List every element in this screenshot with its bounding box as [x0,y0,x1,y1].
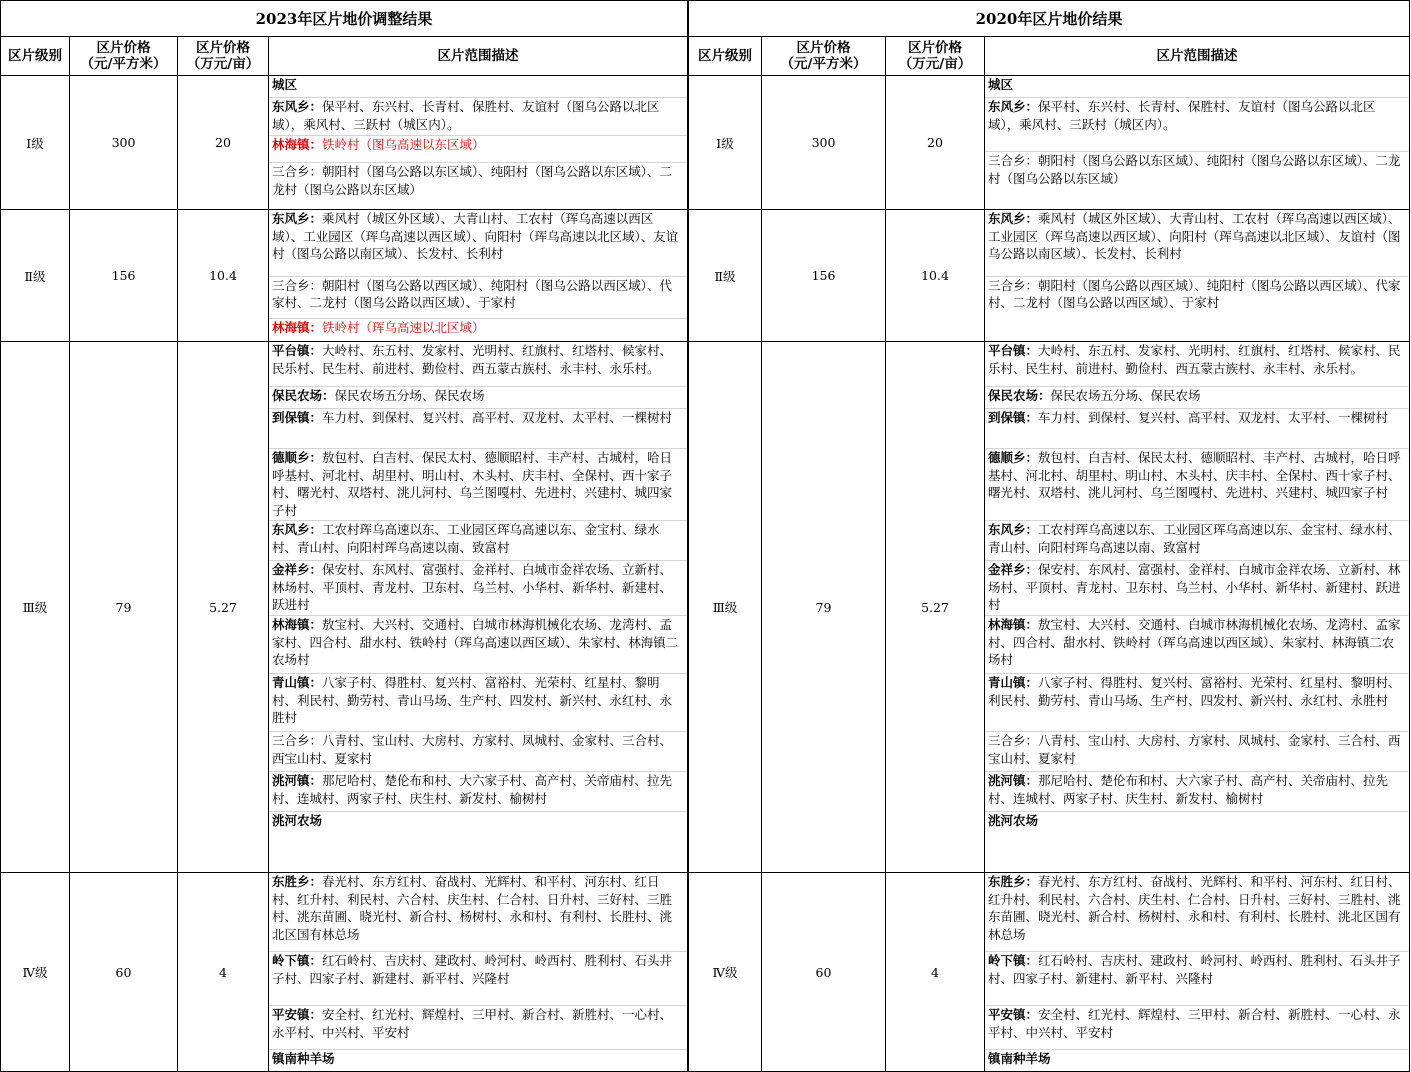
entry-villages: 安全村、红光村、辉煌村、三甲村、新合村、新胜村、一心村、永平村、中兴村、平安村 [988,1007,1401,1040]
table-2023 [0,0,688,1072]
entry-villages: 那尼哈村、楚伦布和村、大六家子村、高产村、关帝庙村、拉先村、连城村、两家子村、庆生村、新发村、榆树村 [988,773,1389,806]
entry-township: 平安镇： [988,1007,1039,1022]
description-entry [985,772,1409,812]
range-description [269,342,687,872]
level-row [0,873,688,1072]
description-entry [985,277,1409,342]
entry-villages: 保平村、东兴村、长青村、保胜村、友谊村（图乌公路以北区域），乘风村、三跃村（城区内）。 [272,99,660,132]
entry-villages: 保安村、东风村、富强村、金祥村、白城市金祥农场、立新村、林场村、平顶村、青龙村、卫东村、乌兰村、小华村、新华村、新建村、跃进村 [272,562,673,612]
entry-township: 东风乡： [272,522,323,537]
table-2020 [688,0,1410,1072]
price-sqm: 156 [762,210,886,341]
entry-villages: 车力村、到保村、复兴村、高平村、双龙村、太平村、一棵树村 [322,410,673,425]
table-header-row [688,36,1410,76]
entry-villages: 那尼哈村、楚伦布和村、大六家子村、高产村、关帝庙村、拉先村、连城村、两家子村、庆生村、新发村、榆树村 [272,773,673,806]
entry-township: 保民农场： [272,388,335,403]
range-description [985,873,1409,1071]
entry-township: 洮河农场 [988,813,1039,828]
entry-villages: 三合乡：朝阳村（图乌公路以东区域）、纯阳村（图乌公路以东区域）、二龙村（图乌公路以东区域） [272,164,673,197]
description-entry [269,319,687,341]
description-entry [269,732,687,772]
entry-township: 林海镇： [272,137,323,152]
level-name: Ⅳ级 [1,873,70,1071]
entry-villages: 保民农场五分场、保民农场 [1050,388,1201,403]
description-entry [269,521,687,561]
description-entry [985,1050,1409,1071]
entry-villages: 春光村、东方红村、奋战村、光辉村、和平村、河东村、红日村、红升村、利民村、六合村、庆生村、仁合村、日升村、三好村、三胜村、洮东苗圃、晓光村、新合村、杨树村、永和村、有利村、长胜村、洮北区国有林总场 [988,874,1401,942]
range-description [985,210,1409,341]
level-name: Ⅱ级 [689,210,762,341]
entry-township: 东风乡： [272,99,323,114]
description-entry [269,561,687,616]
entry-township: 东风乡： [988,99,1039,114]
range-description [985,76,1409,209]
level-name: Ⅳ级 [689,873,762,1071]
description-entry [985,409,1409,449]
price-mu: 20 [886,76,985,209]
description-entry [985,1006,1409,1050]
entry-villages: 大岭村、东五村、发家村、光明村、红旗村、红塔村、候家村、民乐村、民生村、前进村、勤俭村、西五蒙古族村、永丰村、永乐村。 [988,343,1401,376]
table-header-row [0,36,688,76]
level-row [688,76,1410,210]
entry-villages: 保安村、东风村、富强村、金祥村、白城市金祥农场、立新村、林场村、平顶村、青龙村、卫东村、乌兰村、小华村、新华村、新建村、跃进村 [988,562,1401,612]
description-entry [985,616,1409,674]
description-entry [269,387,687,409]
entry-township: 到保镇： [988,410,1039,425]
entry-township: 德顺乡： [988,450,1039,465]
description-entry [269,210,687,277]
entry-villages: 保平村、东兴村、长青村、保胜村、友谊村（图乌公路以北区域），乘风村、三跃村（城区内）。 [988,99,1376,132]
entry-villages: 八家子村、得胜村、复兴村、富裕村、光荣村、红星村、黎明村、利民村、勤劳村、青山马场、生产村、四发村、新兴村、永红村、永胜村 [988,675,1401,708]
price-sqm: 300 [762,76,886,209]
description-entry [985,210,1409,277]
entry-township: 平台镇： [988,343,1039,358]
description-entry [985,561,1409,616]
description-entry [985,952,1409,1006]
price-sqm: 60 [70,873,178,1071]
description-entry [269,277,687,320]
description-entry [269,409,687,449]
header-price-sqm: 区片价格 （元/平方米） [762,37,886,75]
entry-villages: 敖包村、白吉村、保民太村、德顺昭村、丰产村、古城村，哈日呼基村、河北村、胡里村、明山村、木头村、庆丰村、全保村、西十家子村、曙光村、双塔村、洮儿河村、乌兰图嘎村、先进村、兴建村、城四家子村 [988,450,1401,500]
range-description [269,76,687,209]
price-sqm: 300 [70,76,178,209]
description-entry [269,342,687,387]
entry-villages: 大岭村、东五村、发家村、光明村、红旗村、红塔村、候家村、民乐村、民生村、前进村、勤俭村、西五蒙古族村、永丰村、永乐村。 [272,343,673,376]
entry-township: 到保镇： [272,410,323,425]
entry-township: 东风乡： [272,211,323,226]
range-description [985,342,1409,872]
description-entry [269,163,687,209]
entry-villages: 车力村、到保村、复兴村、高平村、双龙村、太平村、一棵树村 [1038,410,1389,425]
range-description [269,210,687,341]
description-entry [269,873,687,952]
level-name: Ⅲ级 [689,342,762,872]
entry-villages: 敖宝村、大兴村、交通村、白城市林海机械化农场、龙湾村、孟家村、四合村、甜水村、铁岭村（珲乌高速以西区域）、朱家村、林海镇二农场村 [988,617,1401,667]
entry-villages: 工农村珲乌高速以东、工业园区珲乌高速以东、金宝村、绿水村、青山村、向阳村珲乌高速以南、致富村 [272,522,660,555]
price-sqm: 60 [762,873,886,1071]
table-title: 2020年区片地价结果 [688,0,1410,36]
level-name: Ⅰ级 [689,76,762,209]
entry-villages: 铁岭村（珲乌高速以北区域） [322,320,485,336]
entry-township: 镇南种羊场 [988,1051,1051,1066]
entry-township: 德顺乡： [272,450,323,465]
description-entry [985,152,1409,208]
entry-villages: 三合乡：朝阳村（图乌公路以西区域）、纯阳村（图乌公路以西区域）、代家村、二龙村（图乌公路以西区域）、于家村 [988,277,1401,310]
entry-villages: 乘风村（城区外区域）、大青山村、工农村（珲乌高速以西区域）、工业园区（珲乌高速以西区域）、向阳村（珲乌高速以北区域）、友谊村（图乌公路以南区域）、长发村、长利村 [988,211,1401,261]
price-mu: 4 [178,873,269,1071]
description-entry [269,616,687,674]
price-mu: 10.4 [886,210,985,341]
description-entry [985,98,1409,152]
entry-township: 林海镇： [272,320,323,336]
description-entry [269,1006,687,1050]
description-entry [985,449,1409,521]
entry-township: 青山镇： [272,675,323,690]
entry-township: 城区 [272,77,298,92]
entry-villages: 三合乡：八青村、宝山村、大房村、方家村、凤城村、金家村、三合村、西宝山村、夏家村 [988,733,1401,766]
entry-villages: 铁岭村（图乌高速以东区域） [322,137,485,152]
description-entry [269,1050,687,1071]
level-name: Ⅱ级 [1,210,70,341]
description-entry [985,387,1409,409]
entry-villages: 三合乡：朝阳村（图乌公路以东区域）、纯阳村（图乌公路以东区域）、二龙村（图乌公路以东区域） [988,153,1401,186]
range-description [269,873,687,1071]
entry-villages: 敖宝村、大兴村、交通村、白城市林海机械化农场、龙湾村、孟家村、四合村、甜水村、铁岭村（珲乌高速以西区域）、朱家村、林海镇二农场村 [272,617,679,667]
description-entry [269,952,687,1006]
description-entry [269,449,687,521]
entry-township: 洮河镇： [272,773,323,788]
price-mu: 20 [178,76,269,209]
level-row [688,873,1410,1072]
level-name: Ⅲ级 [1,342,70,872]
entry-township: 东风乡： [988,522,1039,537]
entry-villages: 红石岭村、吉庆村、建政村、岭河村、岭西村、胜利村、石头井子村、四家子村、新建村、新平村、兴隆村 [988,953,1401,986]
description-entry [269,98,687,136]
entry-township: 东风乡： [988,211,1039,226]
entry-township: 东胜乡： [272,874,323,889]
header-desc: 区片范围描述 [1156,48,1238,64]
description-entry [985,812,1409,832]
table-title: 2023年区片地价调整结果 [0,0,688,36]
entry-township: 岭下镇： [988,953,1039,968]
entry-township: 金祥乡： [988,562,1039,577]
entry-township: 城区 [988,77,1014,92]
entry-township: 平安镇： [272,1007,323,1022]
entry-township: 平台镇： [272,343,323,358]
entry-villages: 三合乡：朝阳村（图乌公路以西区域）、纯阳村（图乌公路以西区域）、代家村、二龙村（图乌公路以西区域）、于家村 [272,277,673,310]
entry-township: 洮河镇： [988,773,1039,788]
header-level: 区片级别 [1,37,70,75]
entry-township: 洮河农场 [272,813,323,828]
entry-villages: 乘风村（城区外区域）、大青山村、工农村（珲乌高速以西区域）、工业园区（珲乌高速以西区域）、向阳村（珲乌高速以北区域）、友谊村（图乌公路以南区域）、长发村、长利村 [272,211,679,261]
header-price-mu: 区片价格 （万元/亩） [178,37,269,75]
price-mu: 5.27 [886,342,985,872]
entry-villages: 红石岭村、吉庆村、建政村、岭河村、岭西村、胜利村、石头井子村、四家子村、新建村、新平村、兴隆村 [272,953,673,986]
header-price-sqm: 区片价格 （元/平方米） [70,37,178,75]
entry-villages: 保民农场五分场、保民农场 [334,388,485,403]
entry-township: 东胜乡： [988,874,1039,889]
entry-township: 金祥乡： [272,562,323,577]
level-row [688,342,1410,873]
entry-township: 青山镇： [988,675,1039,690]
description-entry [985,76,1409,98]
description-entry [985,674,1409,732]
entry-township: 保民农场： [988,388,1051,403]
description-entry [985,732,1409,772]
level-name: Ⅰ级 [1,76,70,209]
description-entry [269,674,687,732]
price-sqm: 79 [70,342,178,872]
header-level: 区片级别 [689,37,762,75]
entry-villages: 八家子村、得胜村、复兴村、富裕村、光荣村、红星村、黎明村、利民村、勤劳村、青山马场、生产村、四发村、新兴村、永红村、永胜村 [272,675,673,725]
description-entry [985,873,1409,952]
description-entry [269,812,687,832]
price-mu: 4 [886,873,985,1071]
entry-township: 林海镇： [988,617,1039,632]
description-entry [985,342,1409,387]
entry-township: 岭下镇： [272,953,323,968]
entry-villages: 敖包村、白吉村、保民太村、德顺昭村、丰产村、古城村，哈日呼基村、河北村、胡里村、明山村、木头村、庆丰村、全保村、西十家子村、曙光村、双塔村、洮儿河村、乌兰图嘎村、先进村、兴建村、城四家子村 [272,450,673,518]
description-entry [269,136,687,163]
description-entry [269,772,687,812]
description-entry [985,521,1409,561]
entry-villages: 安全村、红光村、辉煌村、三甲村、新合村、新胜村、一心村、永平村、中兴村、平安村 [272,1007,673,1040]
level-row [0,76,688,210]
header-price-mu: 区片价格 （万元/亩） [886,37,985,75]
entry-township: 镇南种羊场 [272,1051,335,1066]
header-desc: 区片范围描述 [437,48,519,64]
entry-villages: 三合乡：八青村、宝山村、大房村、方家村、凤城村、金家村、三合村、西宝山村、夏家村 [272,733,673,766]
entry-villages: 工农村珲乌高速以东、工业园区珲乌高速以东、金宝村、绿水村、青山村、向阳村珲乌高速以南、致富村 [988,522,1401,555]
price-sqm: 156 [70,210,178,341]
level-row [0,210,688,342]
price-mu: 5.27 [178,342,269,872]
level-row [688,210,1410,342]
entry-township: 林海镇： [272,617,323,632]
price-mu: 10.4 [178,210,269,341]
entry-villages: 春光村、东方红村、奋战村、光辉村、和平村、河东村、红日村、红升村、利民村、六合村、庆生村、仁合村、日升村、三好村、三胜村、洮东苗圃、晓光村、新合村、杨树村、永和村、有利村、长胜村、洮北区国有林总场 [272,874,673,942]
description-entry [269,76,687,98]
level-row [0,342,688,873]
price-sqm: 79 [762,342,886,872]
